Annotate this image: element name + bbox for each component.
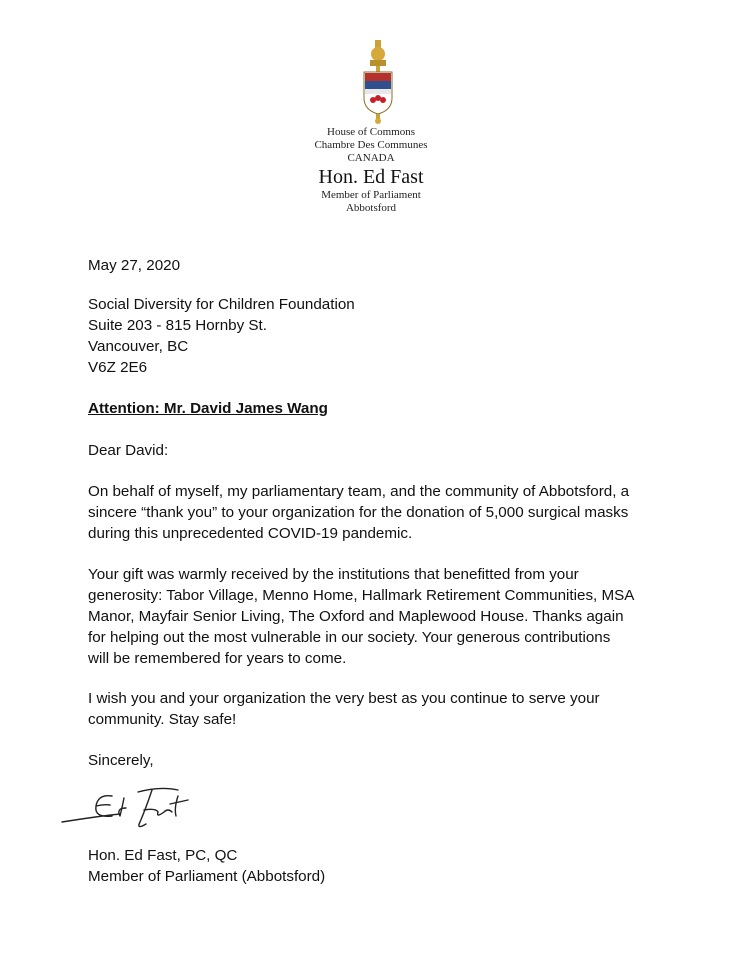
closing: Sincerely, [88,752,154,769]
text-line: community. Stay safe! [88,711,237,728]
address-line: Suite 203 - 815 Hornby St. [88,317,267,334]
signer-title: Member of Parliament (Abbotsford) [88,868,326,885]
letter-date: May 27, 2020 [88,257,181,274]
address-line: Vancouver, BC [88,338,189,355]
text-line: for helping out the most vulnerable in our society. Your generous contributions [88,629,611,646]
text-line: sincere “thank you” to your organization for the donation of 5,000 surgical masks [88,504,629,521]
text-line: On behalf of myself, my parliamentary team, and the community of Abbotsford, a [88,483,630,500]
paragraph-1 [88,481,629,544]
letterhead-line3: CANADA [347,152,395,164]
text-line: generosity: Tabor Village, Menno Home, Hallmark Retirement Communities, MSA [88,587,635,604]
letterhead-riding: Abbotsford [345,202,397,214]
letterhead-line1: House of Commons [327,126,415,138]
recipient-address [88,294,355,378]
paragraph-2 [88,564,634,669]
text-line: Your gift was warmly received by the institutions that benefitted from your [88,566,579,583]
text-line: during this unprecedented COVID-19 pandemic. [88,525,413,542]
handwritten-signature [60,778,210,838]
signer-name: Hon. Ed Fast, PC, QC [88,847,238,864]
house-of-commons-crest-icon [356,40,400,124]
letterhead-name: Hon. Ed Fast [318,166,424,188]
text-line: I wish you and your organization the very best as you continue to serve your [88,690,600,707]
address-line: V6Z 2E6 [88,359,148,376]
letterhead [0,126,742,215]
letterhead-title: Member of Parliament [321,189,421,201]
attention-line: Attention: Mr. David James Wang [88,400,328,417]
letterhead-line2: Chambre Des Communes [314,139,428,151]
signer-block [88,845,325,887]
address-line: Social Diversity for Children Foundation [88,296,355,313]
text-line: will be remembered for years to come. [88,650,347,667]
salutation: Dear David: [88,442,169,459]
text-line: Manor, Mayfair Senior Living, The Oxford and Maplewood House. Thanks again [88,608,624,625]
paragraph-3 [88,688,600,730]
